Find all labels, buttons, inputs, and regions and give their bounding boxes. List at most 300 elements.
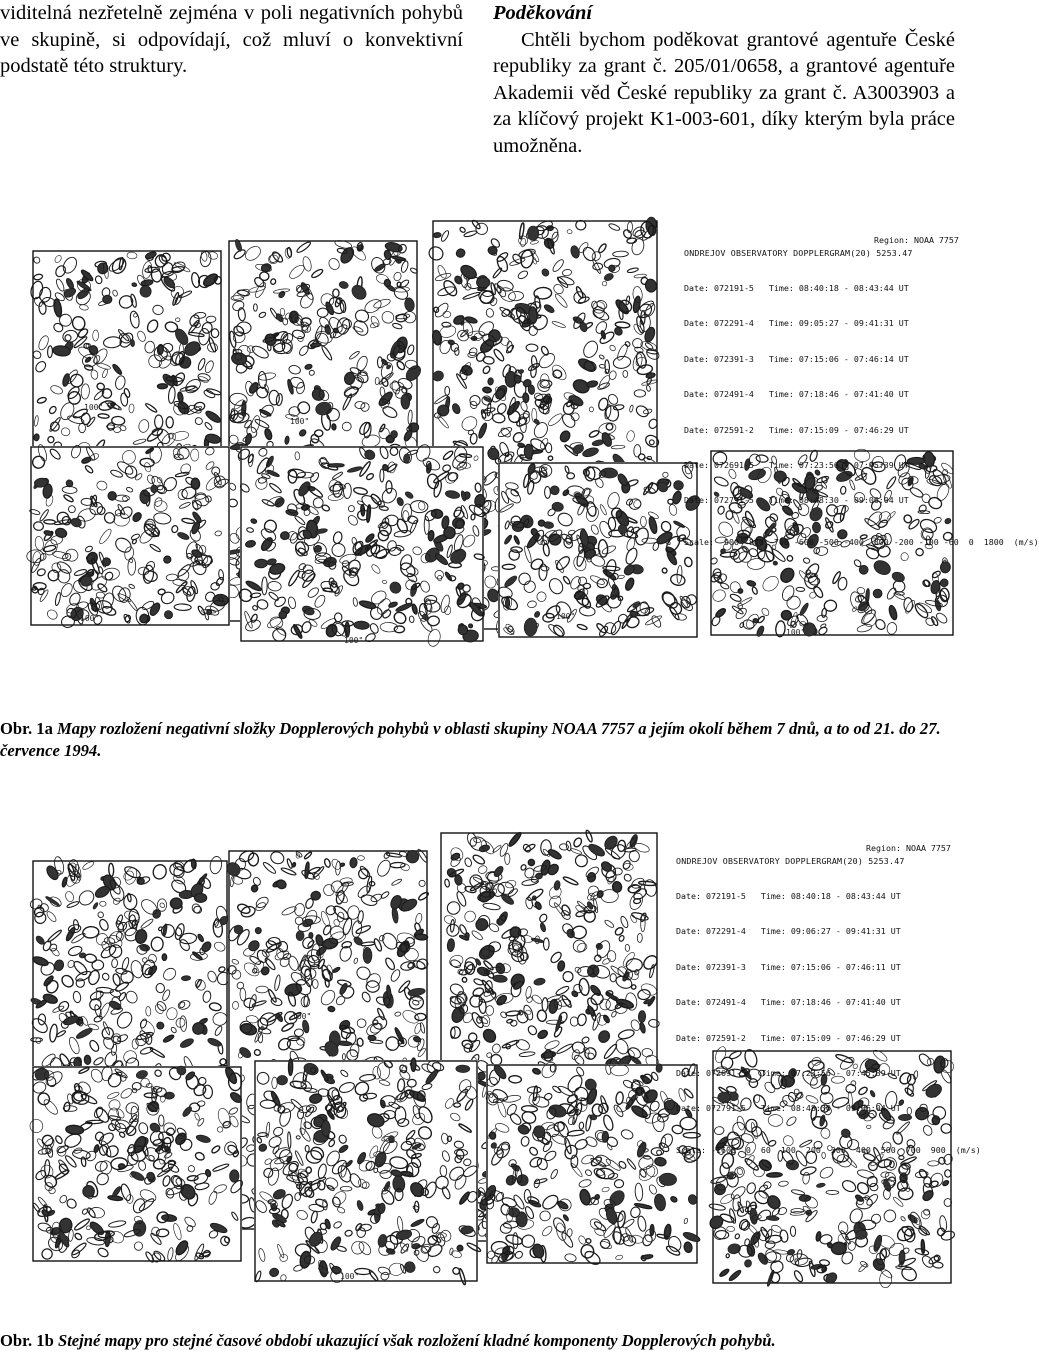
contour-blob — [363, 947, 372, 963]
contour-blob — [276, 1075, 288, 1085]
contour-blob — [526, 344, 538, 352]
contour-blob — [150, 1047, 166, 1058]
contour-blob — [502, 564, 515, 569]
contour-blob — [554, 293, 569, 309]
contour-blob — [46, 608, 59, 621]
contour-blob — [486, 1052, 492, 1058]
contour-blob — [355, 355, 369, 373]
map-scale-label: 100" — [344, 636, 364, 645]
contour-blob — [126, 597, 138, 612]
contour-blob — [635, 1183, 644, 1201]
contour-blob — [538, 913, 548, 924]
contour-blob — [356, 1151, 367, 1165]
contour-blob — [129, 404, 135, 413]
contour-blob — [171, 430, 189, 441]
contour-blob — [49, 1024, 58, 1043]
contour-blob — [606, 491, 621, 510]
contour-blob — [183, 1215, 197, 1228]
contour-blob — [625, 944, 630, 951]
contour-blob — [874, 618, 887, 631]
contour-blob — [630, 611, 639, 617]
contour-blob — [631, 911, 649, 921]
contour-blob — [113, 535, 134, 555]
contour-blob — [294, 515, 306, 526]
contour-blob — [288, 1059, 292, 1076]
contour-blob — [66, 901, 79, 909]
contour-blob — [390, 430, 398, 439]
contour-blob — [611, 445, 625, 449]
contour-blob — [562, 269, 572, 277]
contour-blob — [391, 878, 402, 886]
contour-blob — [511, 1020, 518, 1026]
contour-blob — [402, 310, 417, 325]
contour-blob — [269, 390, 280, 405]
contour-blob — [622, 860, 632, 871]
contour-blob — [259, 271, 269, 281]
contour-blob — [613, 355, 632, 369]
contour-blob — [474, 221, 489, 236]
contour-blob — [544, 938, 550, 950]
contour-blob — [386, 1036, 400, 1050]
contour-blob — [359, 865, 371, 878]
contour-blob — [245, 433, 253, 445]
contour-blob — [335, 994, 347, 1006]
contour-blob — [637, 933, 642, 942]
contour-blob — [357, 1240, 373, 1257]
contour-blob — [488, 378, 494, 386]
contour-blob — [50, 562, 62, 575]
legend-row: Date: 072391-3 Time: 07:15:06 - 07:46:14 UT — [684, 353, 909, 364]
contour-blob — [103, 295, 112, 303]
contour-blob — [347, 1050, 358, 1061]
contour-blob — [124, 1228, 142, 1238]
contour-blob — [84, 1055, 91, 1065]
contour-blob — [598, 539, 608, 557]
contour-blob — [216, 1107, 232, 1127]
contour-blob — [541, 1225, 554, 1238]
contour-blob — [209, 856, 223, 875]
contour-blob — [118, 991, 127, 1001]
contour-blob — [167, 1247, 174, 1261]
contour-blob — [108, 1099, 121, 1112]
contour-blob — [672, 479, 684, 491]
contour-blob — [583, 1249, 603, 1267]
contour-blob — [624, 577, 635, 591]
contour-blob — [260, 1100, 276, 1109]
contour-blob — [616, 472, 629, 487]
contour-blob — [490, 1142, 498, 1150]
contour-blob — [507, 887, 519, 897]
contour-blob — [134, 1242, 142, 1250]
contour-blob — [33, 433, 40, 441]
contour-blob — [388, 1135, 394, 1142]
contour-blob — [301, 918, 313, 928]
contour-blob — [229, 1170, 239, 1183]
contour-blob — [207, 1037, 222, 1048]
contour-blob — [280, 531, 290, 540]
contour-blob — [459, 226, 466, 233]
contour-blob — [567, 473, 575, 480]
contour-blob — [466, 832, 478, 848]
contour-blob — [198, 376, 210, 384]
contour-blob — [41, 1248, 52, 1259]
contour-blob — [527, 226, 538, 240]
legend-row: Date: 072491-4 Time: 07:18:46 - 07:41:40 UT — [684, 389, 909, 400]
contour-blob — [584, 1169, 592, 1177]
contour-blob — [530, 240, 539, 245]
contour-blob — [148, 601, 162, 617]
contour-blob — [481, 1027, 498, 1045]
contour-blob — [449, 958, 461, 969]
contour-blob — [48, 405, 57, 415]
contour-blob — [659, 1173, 677, 1186]
contour-blob — [212, 1163, 229, 1172]
contour-blob — [457, 1077, 473, 1094]
contour-blob — [314, 430, 323, 437]
contour-blob — [268, 591, 280, 602]
contour-blob — [418, 879, 427, 888]
contour-blob — [848, 1207, 865, 1225]
contour-blob — [165, 1007, 178, 1021]
contour-blob — [269, 850, 286, 866]
contour-blob — [65, 926, 76, 941]
contour-blob — [637, 1216, 647, 1232]
contour-blob — [68, 372, 86, 390]
contour-blob — [268, 1267, 279, 1278]
contour-blob — [330, 879, 345, 894]
contour-blob — [547, 1103, 567, 1119]
contour-blob — [388, 1262, 405, 1277]
legend-row: Date: 072691-5 Time: 07:23:56 - 07:45:39 UT — [684, 459, 909, 470]
contour-blob — [161, 475, 179, 493]
contour-blob — [482, 387, 491, 394]
contour-blob — [504, 520, 510, 529]
contour-blob — [356, 1200, 364, 1212]
contour-blob — [260, 966, 271, 977]
contour-blob — [590, 524, 600, 536]
contour-blob — [610, 1064, 628, 1076]
contour-blob — [138, 1122, 149, 1135]
contour-blob — [62, 1014, 79, 1026]
contour-blob — [627, 267, 639, 273]
contour-blob — [166, 417, 173, 428]
contour-blob — [616, 343, 630, 362]
contour-blob — [406, 850, 420, 863]
contour-blob — [544, 486, 550, 498]
contour-blob — [602, 1114, 615, 1132]
contour-blob — [626, 1158, 636, 1170]
contour-blob — [179, 462, 193, 476]
contour-blob — [570, 245, 581, 259]
contour-blob — [588, 429, 599, 438]
contour-blob — [444, 1097, 456, 1110]
contour-blob — [355, 965, 372, 982]
contour-blob — [662, 472, 668, 478]
contour-blob — [158, 1115, 164, 1126]
contour-blob — [447, 1164, 466, 1182]
contour-blob — [514, 1250, 524, 1260]
contour-blob — [36, 1138, 47, 1150]
contour-blob — [656, 1064, 663, 1073]
contour-blob — [93, 389, 105, 401]
contour-blob — [273, 288, 290, 294]
contour-blob — [328, 1139, 336, 1148]
contour-blob — [355, 370, 370, 385]
legend-row: Date: 072191-5 Time: 08:40:18 - 08:43:44 UT — [684, 282, 909, 293]
contour-blob — [191, 478, 200, 489]
contour-blob — [433, 301, 450, 319]
contour-blob — [458, 924, 467, 935]
contour-blob — [531, 993, 544, 1005]
contour-blob — [81, 456, 92, 464]
contour-blob — [163, 609, 175, 621]
contour-blob — [124, 989, 139, 1005]
contour-blob — [154, 1069, 163, 1078]
contour-blob — [264, 1158, 273, 1166]
contour-blob — [498, 441, 510, 457]
contour-blob — [192, 1083, 208, 1098]
contour-blob — [524, 444, 533, 459]
contour-blob — [648, 1184, 658, 1196]
contour-blob — [888, 605, 898, 621]
contour-blob — [598, 997, 612, 1011]
contour-blob — [389, 968, 401, 982]
contour-blob — [553, 880, 561, 891]
contour-blob — [272, 1077, 278, 1089]
contour-blob — [522, 579, 537, 594]
contour-blob — [574, 1138, 589, 1151]
contour-blob — [307, 485, 324, 499]
contour-blob — [336, 1245, 347, 1252]
contour-blob — [256, 1071, 270, 1085]
contour-blob — [349, 350, 361, 360]
contour-blob — [132, 282, 138, 287]
contour-blob — [60, 427, 70, 437]
contour-blob — [339, 552, 358, 565]
contour-blob — [683, 1242, 692, 1254]
contour-blob — [53, 299, 63, 318]
contour-blob — [30, 1119, 43, 1133]
contour-blob — [633, 499, 642, 509]
contour-blob — [537, 1029, 549, 1040]
contour-blob — [353, 487, 368, 496]
contour-blob — [499, 503, 514, 514]
contour-blob — [380, 891, 390, 900]
contour-texture — [254, 1060, 478, 1282]
contour-blob — [197, 933, 205, 943]
contour-blob — [35, 912, 46, 923]
contour-blob — [349, 282, 369, 302]
contour-blob — [550, 1169, 559, 1180]
contour-blob — [456, 1065, 470, 1073]
contour-blob — [124, 546, 135, 561]
contour-blob — [744, 1259, 753, 1268]
contour-blob — [610, 974, 616, 982]
contour-blob — [404, 297, 416, 312]
contour-blob — [369, 543, 381, 556]
contour-blob — [161, 1214, 177, 1222]
map-scale-label: 100" — [786, 628, 806, 637]
contour-blob — [342, 1054, 345, 1060]
contour-blob — [27, 550, 44, 563]
contour-blob — [146, 474, 156, 485]
contour-blob — [139, 1018, 147, 1029]
contour-blob — [508, 1112, 522, 1127]
contour-blob — [507, 548, 521, 562]
contour-blob — [321, 504, 330, 512]
contour-blob — [90, 369, 99, 380]
contour-blob — [453, 275, 463, 286]
contour-blob — [82, 1185, 94, 1198]
contour-blob — [281, 867, 297, 876]
contour-blob — [202, 272, 220, 289]
contour-blob — [601, 544, 617, 555]
contour-blob — [321, 1120, 330, 1136]
contour-blob — [535, 873, 543, 880]
contour-blob — [634, 1203, 652, 1210]
contour-blob — [223, 1140, 238, 1156]
contour-blob — [415, 934, 428, 940]
contour-blob — [140, 918, 154, 930]
contour-blob — [47, 346, 52, 358]
contour-blob — [561, 970, 574, 983]
contour-blob — [581, 339, 600, 360]
contour-blob — [449, 1112, 461, 1123]
contour-blob — [237, 587, 254, 604]
contour-blob — [298, 428, 307, 437]
contour-blob — [548, 532, 563, 547]
contour-blob — [551, 501, 564, 512]
contour-blob — [44, 519, 56, 524]
contour-blob — [341, 421, 352, 431]
contour-blob — [211, 466, 220, 475]
contour-blob — [306, 1105, 316, 1113]
contour-blob — [351, 318, 370, 338]
contour-blob — [434, 569, 445, 580]
contour-blob — [392, 1175, 405, 1192]
contour-blob — [128, 584, 135, 590]
contour-blob — [660, 589, 678, 607]
contour-blob — [232, 923, 244, 935]
contour-blob — [281, 905, 297, 917]
contour-blob — [195, 1182, 210, 1191]
contour-blob — [82, 860, 95, 871]
contour-blob — [474, 958, 481, 966]
contour-blob — [578, 978, 590, 996]
contour-blob — [567, 229, 573, 234]
contour-blob — [377, 1234, 388, 1248]
contour-blob — [50, 947, 60, 957]
contour-blob — [389, 1155, 409, 1170]
contour-blob — [386, 481, 392, 494]
contour-blob — [295, 1209, 309, 1221]
legend-row: Date: 072791-5 Time: 08:48:30 - 09:06:04 UT — [684, 495, 909, 506]
contour-blob — [191, 558, 209, 577]
contour-blob — [179, 501, 191, 509]
contour-blob — [97, 1247, 110, 1259]
contour-blob — [229, 392, 248, 406]
contour-blob — [612, 881, 622, 892]
contour-blob — [528, 1156, 543, 1169]
contour-blob — [503, 1094, 522, 1103]
contour-blob — [900, 1216, 906, 1222]
contour-blob — [634, 404, 650, 419]
contour-blob — [433, 232, 441, 238]
contour-blob — [207, 1190, 218, 1205]
contour-blob — [338, 1134, 348, 1144]
contour-blob — [873, 589, 882, 598]
contour-blob — [531, 937, 544, 943]
contour-blob — [614, 926, 625, 936]
contour-blob — [454, 1103, 461, 1107]
contour-blob — [460, 505, 469, 520]
contour-blob — [272, 1126, 284, 1138]
contour-blob — [96, 480, 108, 491]
contour-blob — [206, 388, 222, 396]
contour-blob — [123, 464, 139, 480]
contour-blob — [613, 251, 629, 257]
contour-blob — [557, 960, 565, 971]
contour-blob — [270, 278, 276, 285]
contour-blob — [536, 591, 547, 602]
contour-blob — [445, 386, 450, 395]
contour-blob — [157, 384, 167, 389]
contour-blob — [588, 1217, 604, 1232]
contour-blob — [589, 407, 594, 412]
contour-blob — [404, 490, 414, 499]
contour-blob — [552, 320, 567, 328]
contour-blob — [100, 901, 107, 906]
contour-blob — [177, 531, 190, 541]
contour-blob — [158, 589, 166, 595]
contour-blob — [391, 255, 406, 261]
contour-blob — [254, 418, 270, 429]
contour-blob — [585, 830, 594, 843]
contour-blob — [134, 473, 143, 482]
contour-blob — [162, 1175, 171, 1187]
contour-blob — [114, 375, 126, 391]
contour-blob — [240, 905, 257, 919]
contour-blob — [284, 436, 289, 445]
contour-blob — [519, 223, 525, 239]
contour-blob — [611, 1011, 618, 1018]
contour-blob — [606, 423, 613, 430]
contour-blob — [410, 500, 428, 513]
contour-blob — [397, 1216, 404, 1232]
contour-blob — [332, 471, 344, 480]
contour-blob — [30, 454, 47, 470]
contour-blob — [411, 1058, 416, 1071]
left-paragraph: viditelná nezřetelně zejména v poli negativních pohybů ve skupině, si odpovídají, což mluví o konvektivní podstatě této struktury. — [0, 2, 463, 78]
contour-blob — [318, 988, 337, 1008]
contour-blob — [207, 251, 218, 261]
doppler-map-6 — [498, 462, 698, 638]
contour-blob — [181, 1105, 193, 1118]
contour-blob — [935, 611, 949, 625]
contour-blob — [74, 1232, 83, 1241]
contour-blob — [301, 604, 316, 616]
contour-blob — [790, 1226, 796, 1236]
contour-blob — [564, 1253, 577, 1263]
contour-blob — [122, 869, 135, 882]
contour-blob — [333, 289, 339, 297]
contour-blob — [258, 1027, 272, 1035]
doppler-map-4 — [30, 446, 230, 626]
contour-blob — [406, 344, 415, 355]
contour-blob — [375, 377, 379, 385]
contour-blob — [593, 954, 602, 963]
contour-blob — [600, 468, 618, 479]
